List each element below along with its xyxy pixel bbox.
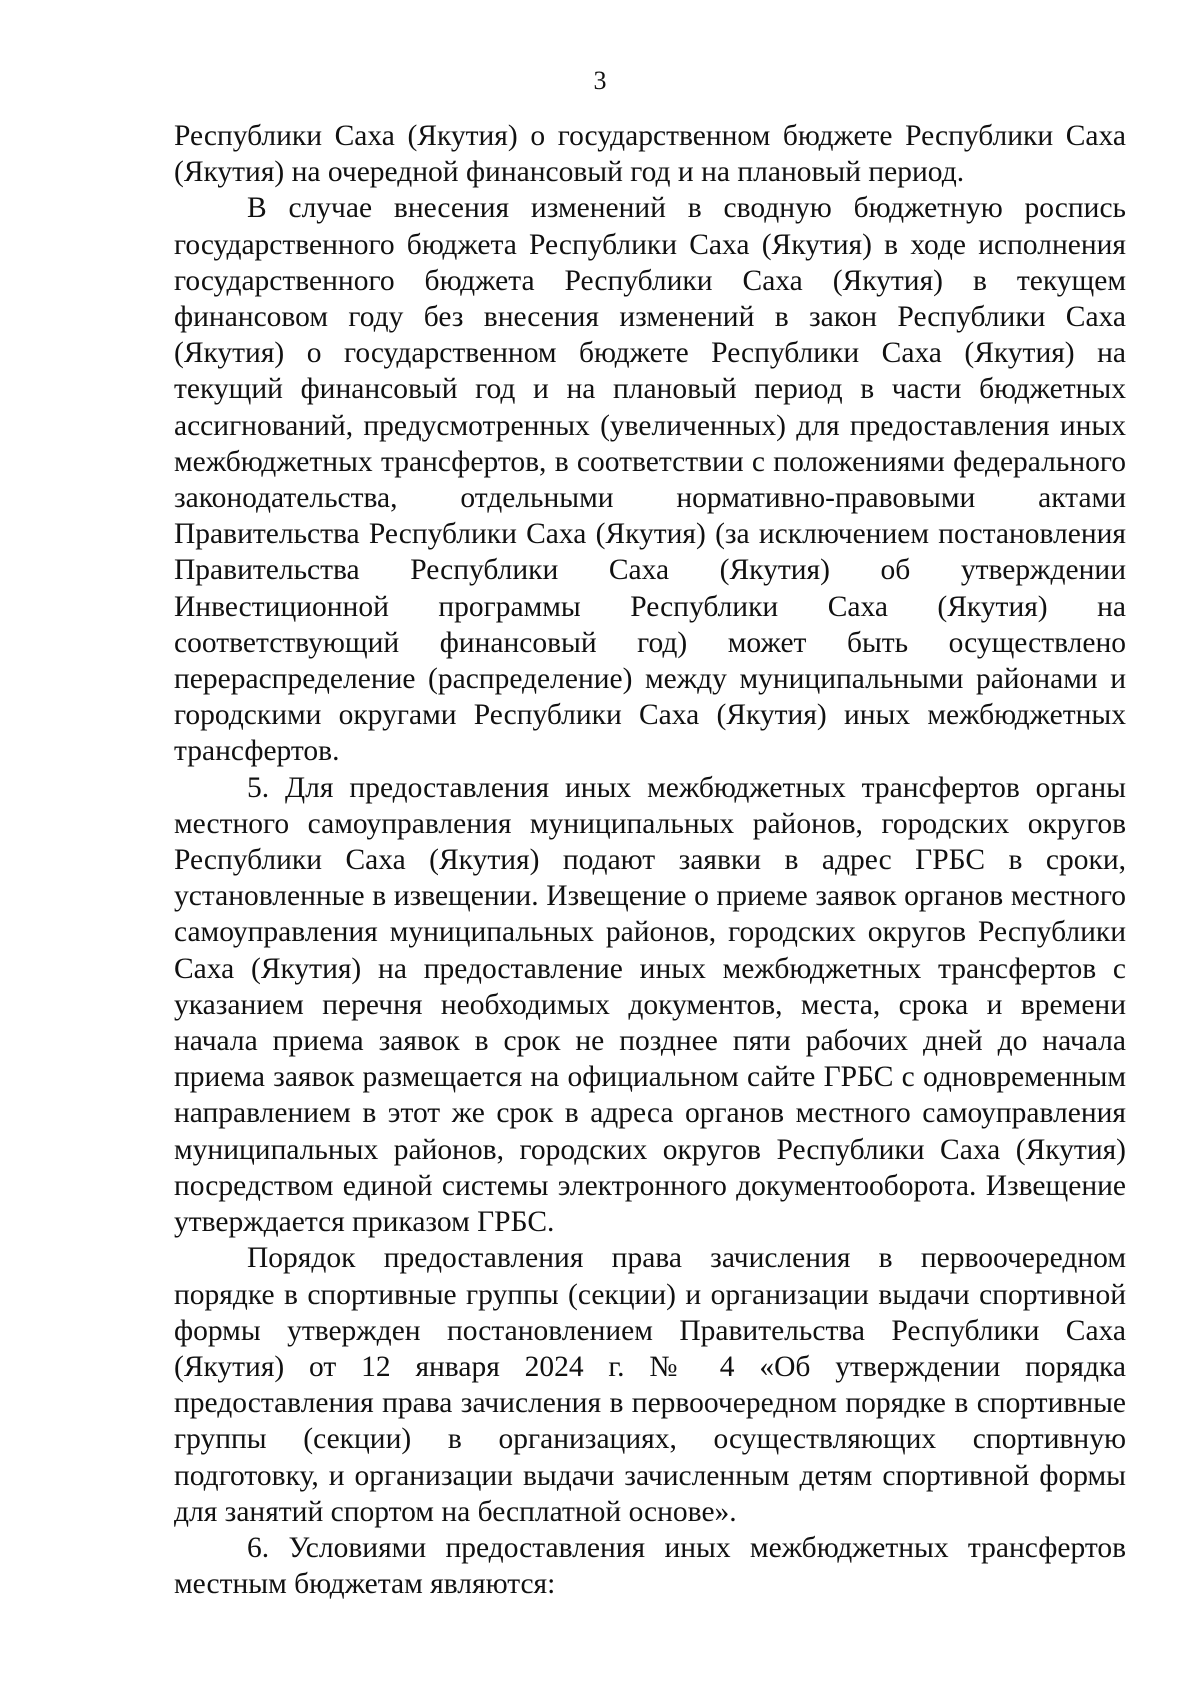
paragraph-continuation: Республики Саха (Якутия) о государственном бюджете Республики Саха (Якутия) на очередной финансовый год и на плановый период.	[174, 120, 1126, 189]
paragraph-budget-changes: В случае внесения изменений в сводную бюджетную роспись государственного бюджета Республики Саха (Якутия) в ходе исполнения государственного бюджета Республики Саха (Якутия) в текущем финансовом году без внесения изменений в закон Республики Саха (Якутия) о государственном бюджете Республики Саха (Якутия) на текущий финансовый год и на плановый период в части бюджетных ассигнований, предусмотренных (увеличенных) для предоставления иных межбюджетных трансфертов, в соответствии с положениями федерального законодательства, отдельными нормативно-правовыми актами Правительства Республики Саха (Якутия) (за исключением постановления Правительства Республики Саха (Якутия) об утверждении Инвестиционной программы Республики Саха (Якутия) на соответствующий финансовый год) может быть осуществлено перераспределение (распределение) между муниципальными районами и городскими округами Республики Саха (Якутия) иных межбюджетных трансфертов.	[174, 192, 1126, 768]
paragraph-item-6: 6. Условиями предоставления иных межбюджетных трансфертов местным бюджетам являются:	[174, 1531, 1126, 1601]
paragraph-item-5: 5. Для предоставления иных межбюджетных трансфертов органы местного самоуправления муниципальных районов, городских округов Республики Саха (Якутия) подают заявки в адрес ГРБС в сроки, установленные в извещении. Извещение о приеме заявок органов местного самоуправления муниципальных районов, городских округов Республики Саха (Якутия) на предоставление иных межбюджетных трансфертов с указанием перечня необходимых документов, места, срока и времени начала приема заявок в срок не позднее пяти рабочих дней до начала приема заявок размещается на официальном сайте ГРБС с одновременным направлением в этот же срок в адреса органов местного самоуправления муниципальных районов, городских округов Республики Саха (Якутия) посредством единой системы электронного документооборота. Извещение утверждается приказом ГРБС.	[174, 771, 1126, 1239]
paragraph-sports-order: Порядок предоставления права зачисления в первоочередном порядке в спортивные группы (секции) и организации выдачи спортивной формы утвержден постановлением Правительства Республики Саха (Якутия) от 12 января 2024 г. № 4 «Об утверждении порядка предоставления права зачисления в первоочередном порядке в спортивные группы (секции) в организациях, осуществляющих спортивную подготовку, и организации выдачи зачисленным детям спортивной формы для занятий спортом на бесплатной основе».	[174, 1242, 1126, 1528]
document-body	[174, 118, 1126, 1602]
page-number: 3	[593, 66, 607, 95]
